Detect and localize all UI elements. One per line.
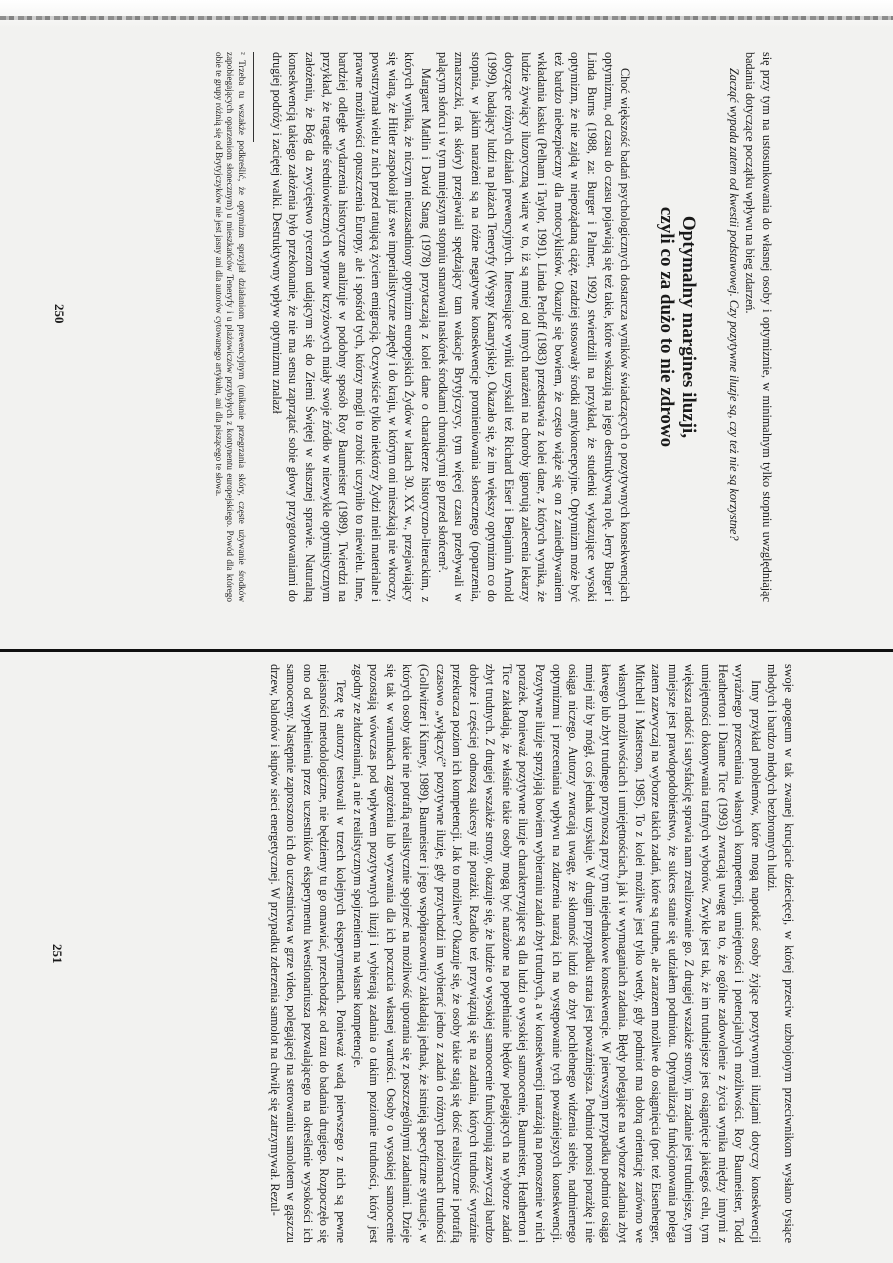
footnote: ² Trzeba tu wszakże podkreślić, że optymizm sprzyjał działaniom prewencyjnym (unikanie przegrzania skóry, częste używanie środków zapobiegających oparzeniom słonecznym) u mieszkańców Teneryfy i u plażowiczów przybyłych z kontynentu europejskiego. Powód dla którego obie te grupy różnią się od Brytyjczyków nie jest jasny ani dla autorów cytowanego artykułu, ani dla piszącego te słowa. xyxy=(213,52,248,602)
section-title-line1: Optymalny margines iluzji, xyxy=(678,215,700,439)
section-title xyxy=(655,52,699,602)
paragraph: Margaret Matlin i David Stang (1978) przytaczają z kolei dane o charakterze historyczno-literackim, z których wynika, że niczym nieuzasadniony optymizm europejskich Żydów w latach 30. XX w., przejawiający się wiarą, że Hitler zaspokoił już swe imperialistyczne zapędy i do kraju, w którym oni mieszkają nie wkroczy, powstrzymał wielu z nich przed ratującą życiem emigracją. Oczywiście tylko niektórzy Żydzi mieli materialne i prawne możliwości opuszczenia Europy, ale i spośród tych, którzy mogli to zrobić uczyniło to niewielu. Inne, bardziej odległe wydarzenia historyczne analizuje w podobny sposób Roy Baumeister (1989). Twierdzi na przykład, że tragedie średniowiecznych wypraw krzyżowych miały swoje źródło w niezwykle optymistycznym założeniu, że Bóg da zwycięstwo rycerzom udającym się do Ziemi Świętej w słusznej sprawie. Naturalną konsekwencją takiego założenia było przekonanie, że nie ma sensu zaprzątać sobie głowy przygotowaniami do drugiej podróży i zaciętej walki. Destruktywny wpływ optymizmu znalazł xyxy=(269,52,434,602)
intro-line-1: się przy tym na ustosunkowania do własnej osoby i optymizmie, w minimalnym tylko stopniu uwzględniając badania dotyczące początku wpływu na bieg zdarzeń. xyxy=(743,52,774,602)
paragraph: Inny przykład problemów, które mogą napotkać osoby żyjące pozytywnymi iluzjami dotyczy konsekwencji wyrażnego przeceniania własnych kompetencji, umiejętności i potencjalnych możliwości. Roy Baumeister, Todd Heatherton i Dianne Tice (1993) zwracają uwagę na to, że ogólne zadowolenie z życia wynika między innymi z umiejętności dokonywania trafnych wyborów. Zwykle jest tak, że im trudniejsze jest osiągnięcie jakiegoś celu, tym większa radość i satysfakcję sprawia nam zrealizowanie go. Z drugiej wszakże strony, im zadanie jest trudniejsze, tym mniejsze jest prawdopodobieństwo, że sukces stanie się udziałem podmiotu. Optymalizacja funkcjonowania polega zatem zazwyczaj na wyborze takich zadań, które są trudne, ale zarazem możliwe do osiągnięcia (por. też Eisenberger, Mitchell i Masterson, 1985). To z kolei możliwe jest tylko wtedy, gdy podmiot ma dobrą orientację zarówno we własnych możliwościach i umiejętnościach, jak i w wymaganiach zadania. Błędy polegające na wyborze zadania zbyt łatwego lub zbyt trudnego przynoszą przy tym niejednakowe konsekwencje. W pierwszym przypadku podmiot osiąga mniej niż by mógł, coś jednak uzyskuje. W drugim przypadku strata jest poważniejsza. Podmiot ponosi porażkę i nie osiąga niczego. Autorzy zwracają uwagę, że skłonność ludzi do zbyt pochlebnego widzenia siebie, nadmiernego optymizmu i przeceniania wpływu na zdarzenia narażą ich na występowanie tych poważniejszych konsekwencji. Pozytywne iluzje sprzyjają bowiem wybieraniu zadań zbyt trudnych, a w konsekwencji narażają na ponoszenie w nich porażek. Ponieważ pozytywne iluzje charakteryzujące są dla ludzi o wysokiej samoocenie, Baumeister, Heatherton i Tice zakładają, że właśnie takie osoby mogą być narażone na popełnianie błędów polegających na wyborze zadań zbyt trudnych. Z drugiej wszakże strony, okazuje się, że ludzie o wysokiej samoocenie funkcjonują zazwyczaj bardzo dobrze i częściej odnoszą sukcesy niż porażki. Rzadko też przywiązują się na zadania, których trudność wyraźnie przekracza poziom ich kompetencji. Jak to możliwe? Okazuje się, że osoby takie stają się dość realistyczne i potrafią czasowo „wyłączyć” pozytywne iluzje, gdy przychodzi im wybierać jedno z zadań o różnych poziomach trudności (Gollwitzer i Kinney, 1989). Baumeister i jego współpracownicy zakładają jednak, że istnieją specyficzne sytuacje, w których osoby takie nie potrafią realistycznie spojrzeć na możliwość uporania się z poszczególnymi zadaniami. Dzieje się tak w warunkach zagrożenia lub wyzwania dla ich poczucia własnej wartości. Osoby o wysokiej samoocenie pozostają wówczas pod wpływem pozytywnych iluzji i wybierają zadania o takim poziomie trudności, który jest zgodny ze złudzeniami, a nie z realistycznym spojrzeniem na własne kompetencje. xyxy=(350,664,763,1243)
paragraph: Tezę tę autorzy testowali w trzech kolejnych eksperymentach. Ponieważ wadą pierwszego z nich są pewne niejasności metodologiczne, nie będziemy tu go omawiać, przechodząc od razu do badania drugiego. Rozpoczęło się ono od wypełnienia przez uczestników eksperymentu kwestionariusza pozwalającego na określenie wysokości ich samooceny. Następnie zaproszono ich do uczestnictwa w grze video, polegającej na sterowaniu samolotem w gąszczu drzew, balonów i słupów sieci energetycznej. W przypadku zderzenia samolot na chwilę się zatrzymywał. Rezul- xyxy=(267,664,348,1243)
page-250-rotated xyxy=(0,12,893,642)
page-251-rotated xyxy=(0,652,893,1263)
section-title-line2: czyli co za dużo to nie zdrowo xyxy=(656,206,678,448)
page-250-text xyxy=(212,52,775,602)
page-251 xyxy=(0,652,893,1263)
page-250 xyxy=(0,12,893,642)
page-number: 251 xyxy=(50,944,65,964)
paragraph: Choć większość badań psychologicznych dostarcza wyników świadczących o pozytywnych konsekwencjach optymizmu, od czasu do czasu pojawiają się też takie, które wskazują na jego destruktywną rolę. Jerry Burger i Linda Burns (1988, za: Burger i Palmer, 1992) stwierdzili na przykład, że studenki wykazujące wysoki optymizm, że nie zajdą w niepożądaną ciążę, rzadziej stosowały środki antykoncepcyjne. Optymizm może być też bardzo niebezpieczny dla motocyklistów. Okazuje się bowiem, że często wiąże się on z zaniedbywaniem wkładania kasku (Pelham i Taylor, 1991). Linda Perloff (1983) przedstawia z kolei dane, z których wynika, że ludzie żywiący iluzoryczną wiarę w to, iż są mniej od innych narażeni na choroby ignorują zalecenia lekarzy dotyczące różnych działań prewencyjnych. Interesujące wyniki uzyskali też Richard Eiser i Benjamin Arnold (1999), badający ludzi na plażach Teneryfy (Wyspy Kanaryjskie). Okazało się, że im większy optymizm co do stopnia, w jakim narażeni są na różne negatywne konsekwencje promieniowania słonecznego (poparzenia, zmarszczki, rak skóry) przejawiali spędzający tam wakacje Brytyjczycy, tym więcej czasu przebywali w palącym słońcu i w tym mniejszym stopniu smarowali naskórek środkami chroniącymi go przed słońcem². xyxy=(435,52,633,602)
intro-line-2: Zacząć wypada zatem od kwestii podstawowej. Czy pozytywne iluzje są, czy też nie są korzystne? xyxy=(726,68,741,541)
page-number: 250 xyxy=(52,304,67,324)
footnote-rule xyxy=(253,52,254,142)
page-251-text xyxy=(266,664,797,1243)
paragraph: swoje apogeum w tak zwanej krucjacie dziecięcej, w której przeciw uzbrojonym przeciwnikom wysłano tysiące młodych i bardzo młodych bezbronnych ludzi. xyxy=(765,664,796,1243)
